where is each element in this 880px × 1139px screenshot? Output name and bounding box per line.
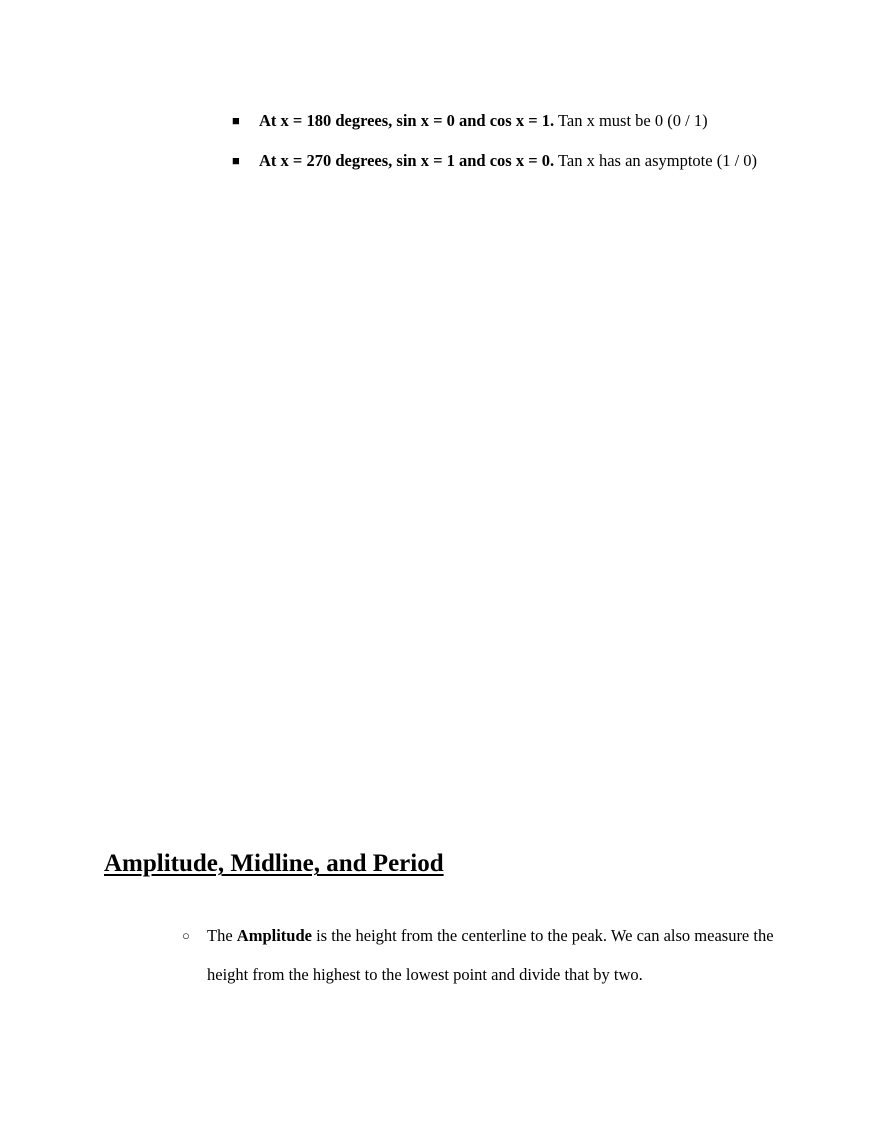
tan-values-list (230, 101, 790, 181)
list-item-text: Tan x must be 0 (0 / 1) (554, 111, 708, 130)
list-item-text: is the height from the centerline to the peak. We can also measure the height from the highest to the lowest point and divide that by two. (207, 926, 774, 984)
list-item (180, 916, 780, 994)
list-item (230, 141, 790, 180)
list-item (230, 101, 790, 140)
list-item-text: Tan x has an asymptote (1 / 0) (554, 151, 758, 170)
square-bullet-icon: ■ (232, 153, 240, 168)
circle-bullet-icon: ○ (182, 928, 190, 943)
amplitude-list (180, 916, 780, 994)
section-heading: Amplitude, Midline, and Period (104, 850, 444, 877)
list-item-bold-text: At x = 270 degrees, sin x = 1 and cos x = 0. (259, 151, 555, 170)
list-item-prefix: The (207, 926, 237, 945)
list-item-bold-text: At x = 180 degrees, sin x = 0 and cos x = 1. (259, 111, 555, 130)
list-item-bold-text: Amplitude (236, 926, 312, 945)
square-bullet-icon: ■ (232, 113, 240, 128)
